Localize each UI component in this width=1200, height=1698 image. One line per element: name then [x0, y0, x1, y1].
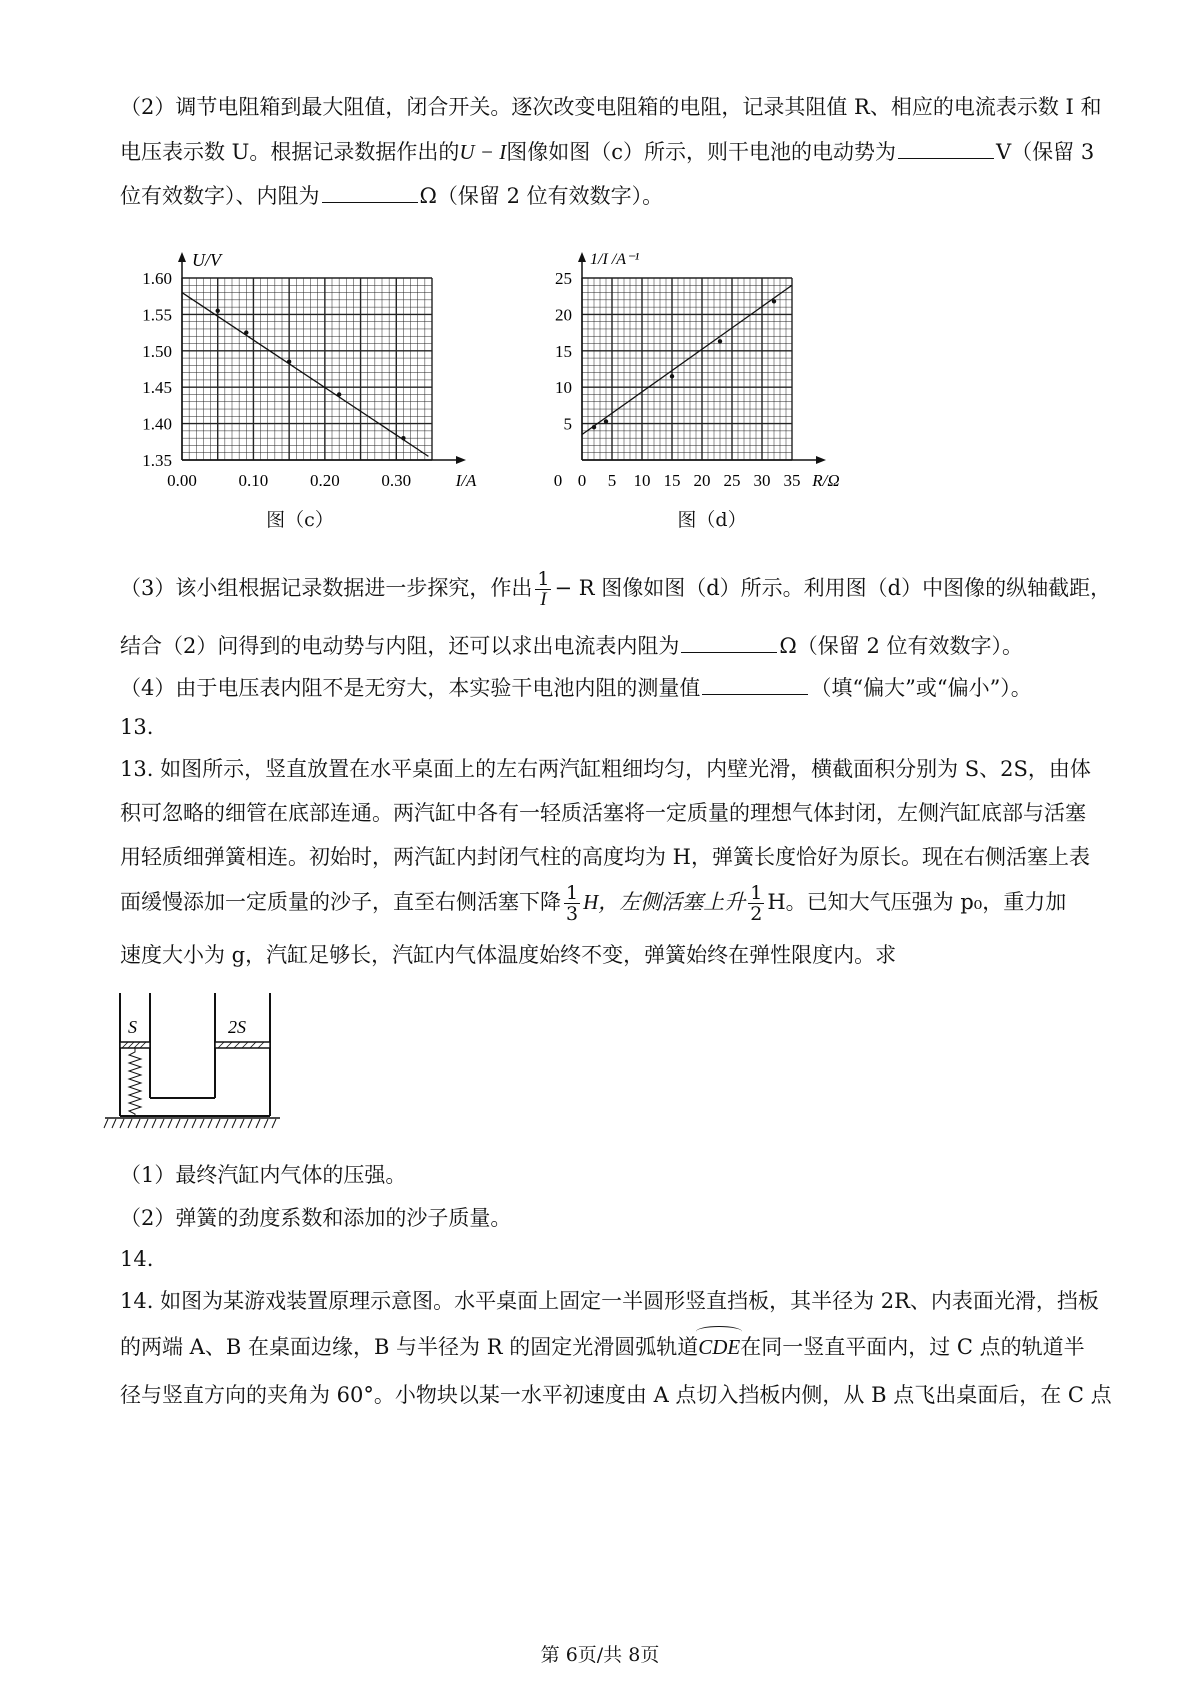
x-tick-label: 10	[633, 471, 651, 490]
y-tick-label: 1.40	[142, 414, 172, 434]
x-tick-label: 30	[753, 471, 771, 490]
q14-line1: 14. 如图为某游戏装置原理示意图。水平桌面上固定一半圆形竖直挡板，其半径为 2R、内表面光滑，挡板	[120, 1289, 1099, 1313]
q13-line5: 速度大小为 g，汽缸足够长，汽缸内气体温度始终不变，弹簧始终在弹性限度内。求	[120, 943, 897, 967]
x-tick-label: 0.30	[381, 471, 412, 490]
data-point	[772, 299, 776, 303]
x-axis-arrow	[816, 456, 826, 464]
origin-label: 0	[553, 471, 563, 490]
y-axis-arrow	[578, 252, 586, 262]
figure-c-caption: 图（c）	[266, 509, 334, 531]
y-tick-label: 10	[555, 378, 572, 398]
x-tick-label: 0.00	[167, 471, 197, 490]
data-point	[718, 339, 722, 343]
fraction-one-third: $\frac{1}{3}$	[566, 882, 579, 925]
x-axis-arrow	[456, 456, 466, 464]
x-tick-label: 15	[663, 471, 681, 490]
emf-blank[interactable]	[898, 136, 994, 159]
q14-line2: 的两端 A、B 在桌面边缘，B 与半径为 R 的固定光滑圆弧轨道CDE在同一竖直平面内，过 C 点的轨道半	[120, 1332, 1200, 1362]
y-tick-label: 1.45	[142, 378, 172, 398]
y-tick-label: 1.55	[142, 305, 172, 325]
q13-line1: 13. 如图所示，竖直放置在水平桌面上的左右两汽缸粗细均匀，内壁光滑，横截面积分别为 S、2S，由体	[120, 757, 1091, 781]
page-footer: 第 6页/共 8页	[540, 1644, 660, 1666]
x-tick-label: 20	[693, 471, 711, 490]
data-point	[401, 436, 405, 440]
y-axis-label: U/V	[192, 250, 221, 270]
arc-cde-label: CDE	[698, 1332, 740, 1362]
measurement-bias-blank[interactable]	[702, 672, 808, 695]
q13-sub1: （1）最终汽缸内气体的压强。	[120, 1163, 407, 1187]
q12-part4-line1: （4）由于电压表内阻不是无穷大，本实验干电池内阻的测量值 （填“偏大”或“偏小”）。	[120, 672, 1200, 703]
figure-d-caption: 图（d）	[677, 509, 747, 531]
figure-c-chart	[120, 238, 480, 498]
fit-line	[182, 293, 428, 457]
fraction-1-over-i: $\frac{1}{I}$	[537, 568, 550, 610]
x-axis-label: I/A	[455, 471, 477, 490]
internal-resistance-blank[interactable]	[322, 180, 418, 203]
fraction-one-half: $\frac{1}{2}$	[750, 882, 763, 925]
x-tick-label: 35	[783, 471, 801, 490]
two-cylinders-figure	[100, 988, 300, 1138]
q14-line3: 径与竖直方向的夹角为 60°。小物块以某一水平初速度由 A 点切入挡板内侧，从 B 点飞出桌面后，在 C 点	[120, 1383, 1112, 1407]
y-tick-label: 1.35	[142, 451, 172, 470]
x-tick-label: 5	[607, 471, 617, 490]
q13-number: 13.	[120, 715, 154, 739]
x-tick-label: 25	[723, 471, 741, 490]
ammeter-resistance-blank[interactable]	[681, 630, 777, 653]
left-area-label: S	[128, 1017, 137, 1037]
y-tick-label: 1.60	[142, 269, 172, 288]
q12-part3-line2: 结合（2）问得到的电动势与内阻，还可以求出电流表内阻为 Ω（保留 2 位有效数字）。	[120, 630, 1200, 661]
q13-sub2: （2）弹簧的劲度系数和添加的沙子质量。	[120, 1206, 512, 1230]
data-point	[670, 374, 674, 378]
q13-line3: 用轻质细弹簧相连。初始时，两汽缸内封闭气柱的高度均为 H，弹簧长度恰好为原长。现在右侧活塞上表	[120, 845, 1090, 869]
q12-part3-line1: （3）该小组根据记录数据进一步探究，作出 $\frac{1}{I}$ − R 图像如图（d）所示。利用图（d）中图像的纵轴截距，	[120, 568, 1112, 610]
data-point	[216, 309, 220, 313]
data-point	[337, 392, 341, 396]
q13-line4: 面缓慢添加一定质量的沙子，直至右侧活塞下降 $\frac{1}{3}$ H，左侧活塞上升 $\frac{1}{2}$ H。已知大气压强为 p₀，重力加	[120, 882, 1067, 925]
data-point	[592, 425, 596, 429]
q12-part2-line2: 电压表示数 U。根据记录数据作出的U − I图像如图（c）所示，则干电池的电动势为 V（保留 3	[120, 136, 1200, 167]
x-tick-label: 0.10	[238, 471, 269, 490]
fit-line	[582, 285, 792, 434]
y-axis-label: 1/I /A⁻¹	[590, 251, 640, 268]
x-tick-label: 0	[577, 471, 587, 490]
y-tick-label: 25	[555, 269, 572, 288]
q13-line2: 积可忽略的细管在底部连通。两汽缸中各有一轻质活塞将一定质量的理想气体封闭，左侧汽缸底部与活塞	[120, 801, 1086, 825]
q14-number: 14.	[120, 1247, 154, 1271]
y-tick-label: 1.50	[142, 341, 172, 361]
q12-part2-line1: （2）调节电阻箱到最大阻值，闭合开关。逐次改变电阻箱的电阻，记录其阻值 R、相应的电流表示数 I 和	[120, 95, 1102, 119]
data-point	[287, 360, 291, 364]
x-tick-label: 0.20	[309, 471, 340, 490]
y-axis-arrow	[178, 252, 186, 262]
right-area-label: 2S	[228, 1017, 246, 1037]
figure-d-chart	[540, 238, 880, 498]
y-tick-label: 20	[555, 305, 572, 325]
y-tick-label: 15	[555, 341, 572, 361]
x-axis-label: R/Ω	[812, 471, 840, 490]
q12-part2-line3: 位有效数字）、内阻为 Ω（保留 2 位有效数字）。	[120, 180, 1200, 211]
data-point	[244, 330, 248, 334]
data-point	[604, 419, 608, 423]
y-tick-label: 5	[563, 414, 572, 434]
